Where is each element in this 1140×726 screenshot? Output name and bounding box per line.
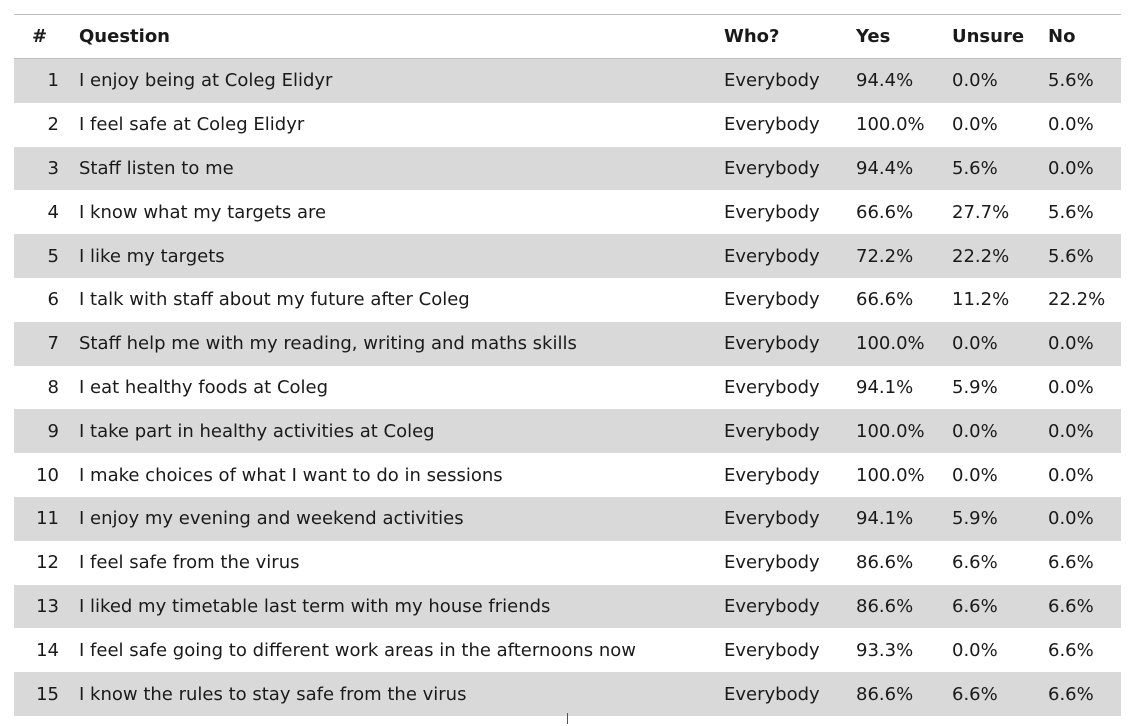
row-question: I know what my targets are bbox=[79, 201, 327, 223]
row-question: Staff help me with my reading, writing and maths skills bbox=[79, 333, 577, 355]
table-row bbox=[14, 453, 1121, 497]
row-number: 14 bbox=[36, 639, 59, 661]
row-no-percent: 5.6% bbox=[1048, 201, 1094, 223]
row-who: Everybody bbox=[724, 289, 820, 311]
table-row bbox=[14, 322, 1121, 366]
row-yes-percent: 66.6% bbox=[856, 201, 914, 223]
row-question: I make choices of what I want to do in sessions bbox=[79, 464, 503, 486]
table-row bbox=[14, 672, 1121, 716]
row-question: I know the rules to stay safe from the virus bbox=[79, 683, 467, 705]
row-who: Everybody bbox=[724, 508, 820, 530]
row-no-percent: 22.2% bbox=[1048, 289, 1106, 311]
row-number: 8 bbox=[47, 376, 59, 398]
header-unsure: Unsure bbox=[952, 26, 1025, 47]
table-row bbox=[14, 59, 1121, 103]
row-unsure-percent: 6.6% bbox=[952, 552, 998, 574]
row-number: 9 bbox=[47, 420, 59, 442]
row-number: 11 bbox=[36, 508, 59, 530]
table-row bbox=[14, 103, 1121, 147]
row-who: Everybody bbox=[724, 245, 820, 267]
row-who: Everybody bbox=[724, 639, 820, 661]
header-number: # bbox=[31, 26, 48, 47]
row-number: 6 bbox=[47, 289, 59, 311]
row-who: Everybody bbox=[724, 114, 820, 136]
row-number: 4 bbox=[47, 201, 59, 223]
row-unsure-percent: 0.0% bbox=[952, 464, 998, 486]
row-who: Everybody bbox=[724, 376, 820, 398]
row-who: Everybody bbox=[724, 70, 820, 92]
row-who: Everybody bbox=[724, 552, 820, 574]
row-no-percent: 0.0% bbox=[1048, 114, 1094, 136]
row-yes-percent: 100.0% bbox=[856, 114, 925, 136]
row-no-percent: 6.6% bbox=[1048, 639, 1094, 661]
row-unsure-percent: 0.0% bbox=[952, 639, 998, 661]
row-unsure-percent: 5.9% bbox=[952, 376, 998, 398]
table-row bbox=[14, 628, 1121, 672]
row-who: Everybody bbox=[724, 464, 820, 486]
row-who: Everybody bbox=[724, 333, 820, 355]
table-header bbox=[14, 15, 1121, 59]
row-unsure-percent: 0.0% bbox=[952, 333, 998, 355]
row-number: 7 bbox=[47, 333, 59, 355]
table-row bbox=[14, 497, 1121, 541]
row-no-percent: 5.6% bbox=[1048, 70, 1094, 92]
header-yes: Yes bbox=[856, 26, 891, 47]
row-who: Everybody bbox=[724, 420, 820, 442]
table-row bbox=[14, 234, 1121, 278]
row-no-percent: 5.6% bbox=[1048, 245, 1094, 267]
row-who: Everybody bbox=[724, 595, 820, 617]
row-yes-percent: 94.4% bbox=[856, 157, 914, 179]
header-row bbox=[14, 15, 1121, 59]
row-number: 12 bbox=[36, 552, 59, 574]
row-yes-percent: 94.4% bbox=[856, 70, 914, 92]
table-row bbox=[14, 541, 1121, 585]
row-no-percent: 0.0% bbox=[1048, 157, 1094, 179]
row-yes-percent: 66.6% bbox=[856, 289, 914, 311]
row-no-percent: 0.0% bbox=[1048, 333, 1094, 355]
row-yes-percent: 93.3% bbox=[856, 639, 914, 661]
row-unsure-percent: 11.2% bbox=[952, 289, 1010, 311]
row-unsure-percent: 6.6% bbox=[952, 683, 998, 705]
row-question: I eat healthy foods at Coleg bbox=[79, 376, 329, 398]
table-row bbox=[14, 278, 1121, 322]
table-row bbox=[14, 409, 1121, 453]
row-no-percent: 6.6% bbox=[1048, 595, 1094, 617]
row-question: I feel safe from the virus bbox=[79, 552, 300, 574]
row-yes-percent: 86.6% bbox=[856, 683, 914, 705]
row-no-percent: 0.0% bbox=[1048, 420, 1094, 442]
row-number: 10 bbox=[36, 464, 59, 486]
row-who: Everybody bbox=[724, 683, 820, 705]
row-unsure-percent: 0.0% bbox=[952, 420, 998, 442]
row-number: 13 bbox=[36, 595, 59, 617]
row-number: 3 bbox=[47, 157, 59, 179]
row-number: 5 bbox=[47, 245, 59, 267]
row-yes-percent: 94.1% bbox=[856, 376, 914, 398]
row-question: I feel safe going to different work areas in the afternoons now bbox=[79, 639, 636, 661]
row-number: 2 bbox=[47, 114, 59, 136]
row-question: I feel safe at Coleg Elidyr bbox=[79, 114, 305, 136]
row-number: 1 bbox=[47, 70, 59, 92]
row-yes-percent: 86.6% bbox=[856, 552, 914, 574]
row-no-percent: 6.6% bbox=[1048, 683, 1094, 705]
table-row bbox=[14, 190, 1121, 234]
survey-results-table bbox=[14, 14, 1121, 716]
row-question: Staff listen to me bbox=[79, 157, 234, 179]
row-who: Everybody bbox=[724, 201, 820, 223]
row-no-percent: 0.0% bbox=[1048, 508, 1094, 530]
row-no-percent: 0.0% bbox=[1048, 376, 1094, 398]
row-yes-percent: 100.0% bbox=[856, 420, 925, 442]
row-question: I talk with staff about my future after Coleg bbox=[79, 289, 470, 311]
row-unsure-percent: 0.0% bbox=[952, 114, 998, 136]
row-question: I like my targets bbox=[79, 245, 225, 267]
header-who: Who? bbox=[724, 26, 780, 47]
page-tick-mark bbox=[567, 713, 568, 724]
header-question: Question bbox=[79, 26, 170, 47]
row-question: I liked my timetable last term with my house friends bbox=[79, 595, 551, 617]
table-body bbox=[14, 59, 1121, 716]
row-no-percent: 0.0% bbox=[1048, 464, 1094, 486]
row-yes-percent: 100.0% bbox=[856, 333, 925, 355]
header-no: No bbox=[1048, 26, 1076, 47]
row-number: 15 bbox=[36, 683, 59, 705]
table-row bbox=[14, 585, 1121, 629]
row-unsure-percent: 5.6% bbox=[952, 157, 998, 179]
row-unsure-percent: 27.7% bbox=[952, 201, 1010, 223]
row-who: Everybody bbox=[724, 157, 820, 179]
row-question: I enjoy being at Coleg Elidyr bbox=[79, 70, 333, 92]
row-yes-percent: 94.1% bbox=[856, 508, 914, 530]
row-unsure-percent: 0.0% bbox=[952, 70, 998, 92]
row-question: I take part in healthy activities at Coleg bbox=[79, 420, 435, 442]
row-yes-percent: 100.0% bbox=[856, 464, 925, 486]
row-yes-percent: 86.6% bbox=[856, 595, 914, 617]
row-unsure-percent: 22.2% bbox=[952, 245, 1010, 267]
row-no-percent: 6.6% bbox=[1048, 552, 1094, 574]
table-row bbox=[14, 147, 1121, 191]
row-unsure-percent: 6.6% bbox=[952, 595, 998, 617]
row-yes-percent: 72.2% bbox=[856, 245, 914, 267]
row-unsure-percent: 5.9% bbox=[952, 508, 998, 530]
table-row bbox=[14, 366, 1121, 410]
row-question: I enjoy my evening and weekend activities bbox=[79, 508, 464, 530]
